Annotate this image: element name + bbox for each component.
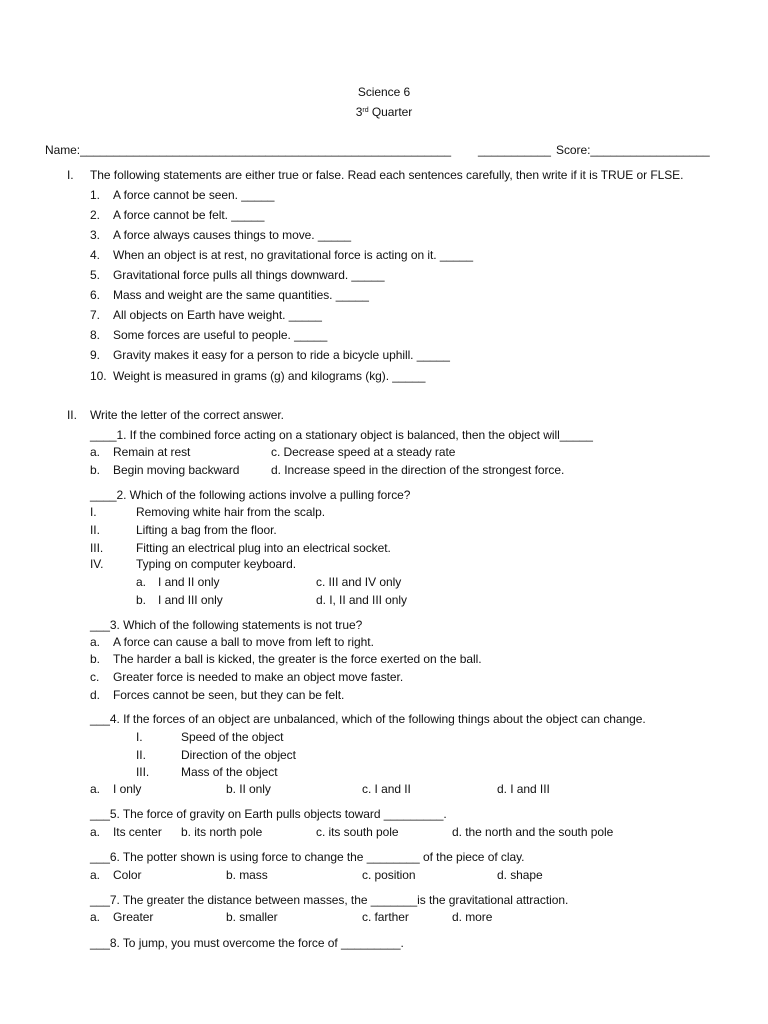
roman-item-text: Removing white hair from the scalp.	[136, 505, 325, 519]
part1-item-number: 7.	[90, 308, 100, 322]
part1-item-number: 4.	[90, 248, 100, 262]
question-2-stem: ____2. Which of the following actions involve a pulling force?	[90, 488, 411, 502]
roman-item-text: Fitting an electrical plug into an electrical socket.	[136, 541, 391, 555]
part1-item-number: 1.	[90, 188, 100, 202]
part1-item-number: 10.	[90, 369, 107, 383]
choice-c: c. position	[362, 868, 416, 882]
choice-d: d. more	[452, 910, 493, 924]
roman-item-text: Direction of the object	[181, 748, 296, 762]
part1-item-text: Some forces are useful to people. _____	[113, 328, 328, 342]
choice-letter: b.	[90, 652, 100, 666]
choice-c: c. its south pole	[316, 825, 399, 839]
choice-b: b. its north pole	[181, 825, 263, 839]
choice-letter: d.	[90, 688, 100, 702]
part1-item-number: 2.	[90, 208, 100, 222]
roman-numeral: II.	[90, 523, 100, 537]
question-3-stem: ___3. Which of the following statements is not true?	[90, 618, 363, 632]
part1-item-text: Gravitational force pulls all things downward. _____	[113, 268, 385, 282]
part1-item-text: When an object is at rest, no gravitational force is acting on it. _____	[113, 248, 473, 262]
part2-instructions: Write the letter of the correct answer.	[90, 408, 284, 422]
choice-b: Begin moving backward	[113, 463, 240, 477]
choice-d: d. shape	[497, 868, 543, 882]
roman-numeral: I.	[136, 730, 143, 744]
quarter-ordinal-suffix: rd	[362, 107, 369, 114]
part1-item-text: Weight is measured in grams (g) and kilograms (kg). _____	[113, 369, 426, 383]
roman-numeral: III.	[90, 541, 104, 555]
choice-letter: a.	[90, 910, 100, 924]
part1-item-number: 6.	[90, 288, 100, 302]
worksheet-title: Science 6	[357, 85, 411, 99]
choice-text: Forces cannot be seen, but they can be felt.	[113, 688, 345, 702]
choice-d: d. Increase speed in the direction of the strongest force.	[271, 463, 565, 477]
part1-item-number: 9.	[90, 348, 100, 362]
choice-c: c. I and II	[362, 782, 411, 796]
roman-numeral: III.	[136, 765, 150, 779]
part1-numeral: I.	[67, 168, 74, 182]
choice-letter: b.	[90, 463, 100, 477]
roman-item-text: Mass of the object	[181, 765, 278, 779]
score-field-label: Score:__________________	[556, 143, 710, 157]
part1-item-text: A force cannot be felt. _____	[113, 208, 265, 222]
question-7-stem: ___7. The greater the distance between masses, the _______is the gravitational attraction.	[90, 893, 569, 907]
question-4-stem: ___4. If the forces of an object are unbalanced, which of the following things about the object can change.	[90, 712, 646, 726]
part1-item-text: A force always causes things to move. _____	[113, 228, 351, 242]
part1-item-number: 8.	[90, 328, 100, 342]
choice-b: I and III only	[158, 593, 223, 607]
choice-letter: a.	[90, 445, 100, 459]
roman-item-text: Speed of the object	[181, 730, 284, 744]
choice-a: Remain at rest	[113, 445, 191, 459]
choice-letter: b.	[136, 593, 146, 607]
choice-text: Greater force is needed to make an object move faster.	[113, 670, 404, 684]
choice-c: c. farther	[362, 910, 409, 924]
part1-item-text: Mass and weight are the same quantities. _____	[113, 288, 369, 302]
roman-item-text: Lifting a bag from the floor.	[136, 523, 277, 537]
choice-letter: a.	[90, 635, 100, 649]
roman-numeral: II.	[136, 748, 146, 762]
choice-letter: a.	[90, 868, 100, 882]
part1-item-number: 3.	[90, 228, 100, 242]
quarter-number: 3	[355, 105, 363, 119]
question-6-stem: ___6. The potter shown is using force to change the ________ of the piece of clay.	[90, 850, 525, 864]
quarter-word: Quarter	[371, 105, 413, 119]
choice-text: A force can cause a ball to move from left to right.	[113, 635, 374, 649]
part1-instructions: The following statements are either true or false. Read each sentences carefully, then write if it is TRUE or FLSE.	[90, 168, 684, 182]
choice-b: b. II only	[226, 782, 271, 796]
choice-a: Its center	[113, 825, 162, 839]
choice-d: d. the north and the south pole	[452, 825, 614, 839]
choice-c: c. Decrease speed at a steady rate	[271, 445, 456, 459]
roman-numeral: I.	[90, 505, 97, 519]
choice-a: I and II only	[158, 575, 220, 589]
question-5-stem: ___5. The force of gravity on Earth pulls objects toward _________.	[90, 807, 447, 821]
part2-numeral: II.	[67, 408, 77, 422]
choice-letter: a.	[90, 825, 100, 839]
quarter-subtitle	[0, 105, 768, 119]
choice-d: d. I, II and III only	[316, 593, 408, 607]
roman-item-text: Typing on computer keyboard.	[136, 557, 297, 571]
choice-a: Color	[113, 868, 142, 882]
part1-item-text: All objects on Earth have weight. _____	[113, 308, 322, 322]
choice-a: I only	[113, 782, 142, 796]
choice-letter: c.	[90, 670, 100, 684]
question-8-stem: ___8. To jump, you must overcome the force of _________.	[90, 936, 404, 950]
choice-b: b. mass	[226, 868, 268, 882]
choice-b: b. smaller	[226, 910, 278, 924]
part1-item-text: Gravity makes it easy for a person to ride a bicycle uphill. _____	[113, 348, 450, 362]
choice-text: The harder a ball is kicked, the greater is the force exerted on the ball.	[113, 652, 482, 666]
choice-letter: a.	[90, 782, 100, 796]
choice-a: Greater	[113, 910, 154, 924]
choice-letter: a.	[136, 575, 146, 589]
question-1-stem: ____1. If the combined force acting on a stationary object is balanced, then the object will_____	[90, 428, 593, 442]
roman-numeral: IV.	[90, 557, 104, 571]
part1-item-text: A force cannot be seen. _____	[113, 188, 275, 202]
blank-field: ___________	[478, 143, 551, 157]
name-field-label: Name:________________________________________________________	[45, 143, 452, 157]
choice-d: d. I and III	[497, 782, 550, 796]
choice-c: c. III and IV only	[316, 575, 402, 589]
part1-item-number: 5.	[90, 268, 100, 282]
